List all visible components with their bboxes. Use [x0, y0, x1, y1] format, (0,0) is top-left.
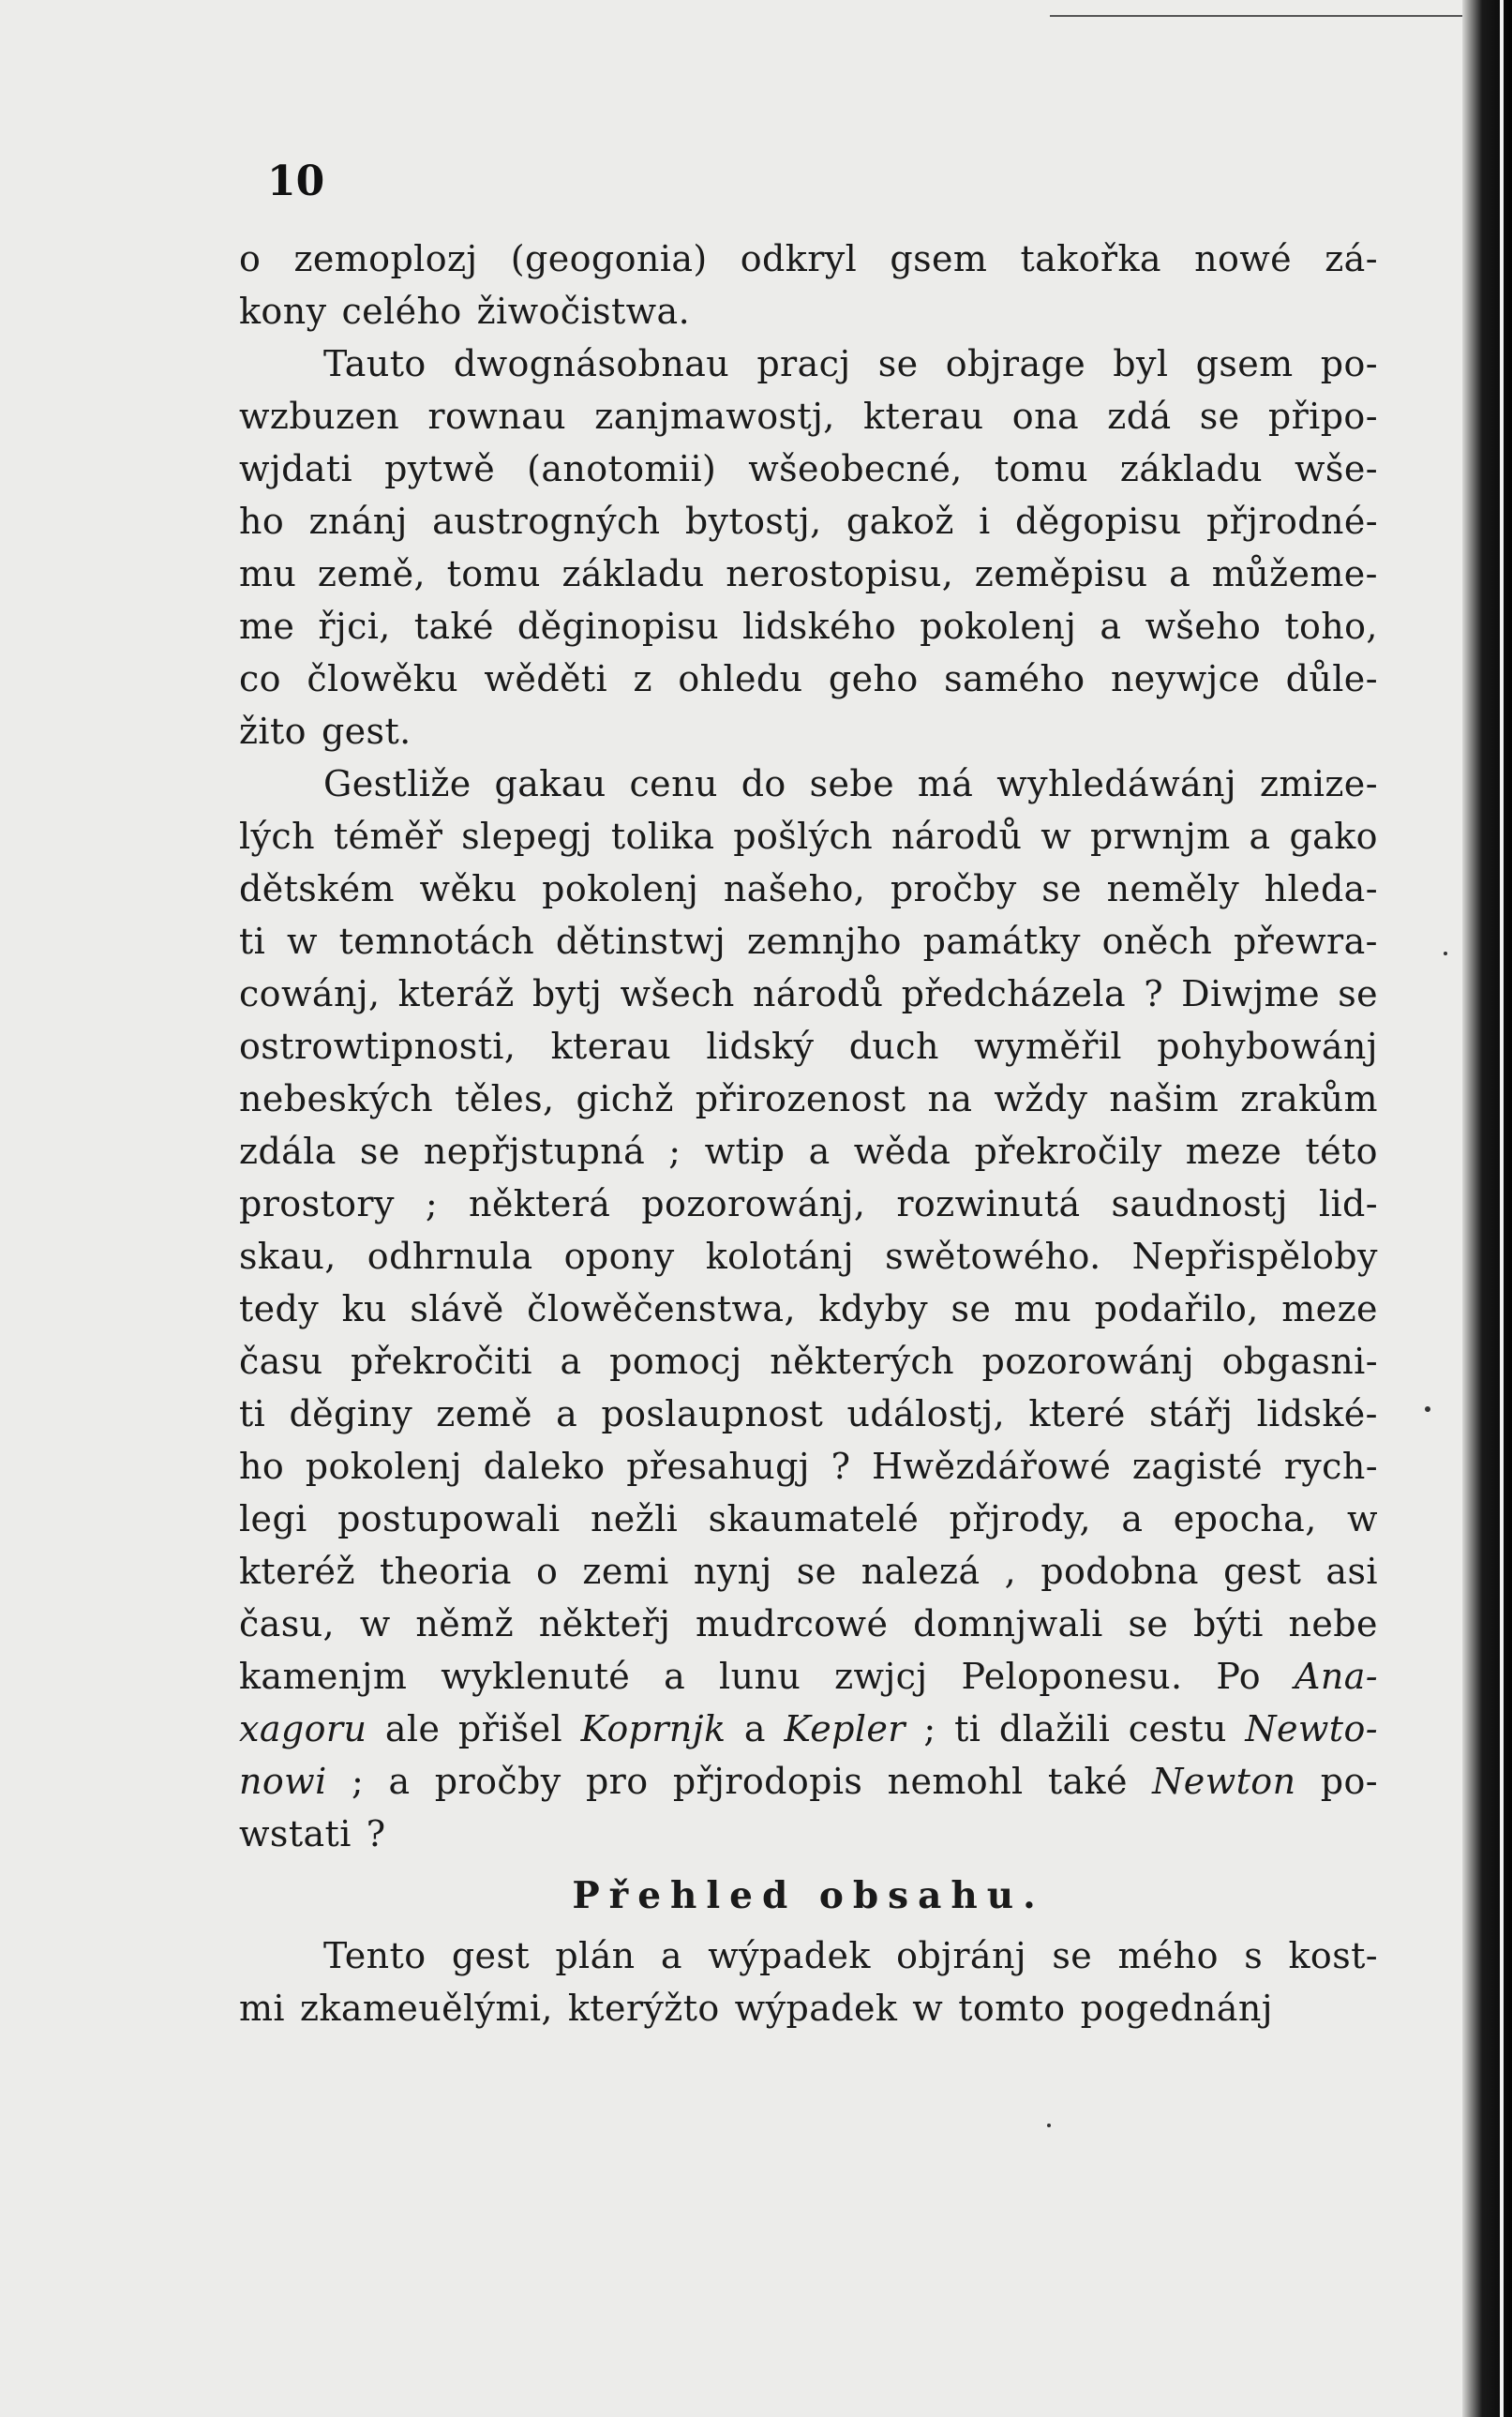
- paragraph-3-line: wstati ?: [239, 1813, 386, 1854]
- body-text: [239, 233, 1378, 2034]
- paragraph-2-line: mu země, tomu základu nerostopisu, zeměpisu a můžeme-: [239, 553, 1378, 594]
- paragraph-3-line: ti děginy země a poslaupnost událostj, které stářj lidské-: [239, 1393, 1378, 1434]
- ink-speck: [1444, 952, 1447, 955]
- paragraph-2-line: žito gest.: [239, 711, 412, 752]
- paragraph-2-line: co člowěku wěděti z ohledu geho samého neywjce důle-: [239, 658, 1378, 699]
- paragraph-3-line: dětském wěku pokolenj našeho, pročby se neměly hleda-: [239, 868, 1378, 909]
- paragraph-2-line: wjdati pytwě (anotomii) wšeobecné, tomu základu wše-: [239, 448, 1378, 489]
- top-rule: [1050, 15, 1462, 17]
- paragraph-3-line: legi postupowali nežli skaumatelé přjrody, a epocha, w: [239, 1498, 1378, 1539]
- scan-edge: [1462, 0, 1512, 2417]
- paragraph-3-line: ostrowtipnosti, kterau lidský duch wyměřil pohybowánj: [239, 1026, 1378, 1067]
- paragraph-3-line: nebeských těles, gichž přirozenost na wždy našim zrakům: [239, 1078, 1378, 1119]
- paragraph-3-line: času překročiti a pomocj některých pozorowánj obgasni-: [239, 1341, 1378, 1382]
- closing-paragraph-line: Tento gest plán a wýpadek objránj se mého s kost-: [323, 1935, 1378, 1976]
- paragraph-3-line: ti w temnotách dětinstwj zemnjho památky oněch přewra-: [239, 921, 1378, 962]
- paragraph-3-line: xagoru ale přišel Koprnjk a Kepler ; ti dlažili cestu Newto-: [239, 1708, 1378, 1749]
- scan-edge-line: [1500, 0, 1504, 2417]
- paragraph-3-line: skau, odhrnula opony kolotánj swětowého. Nepřispěloby: [239, 1236, 1378, 1277]
- paragraph-2-line: me řjci, také děginopisu lidského pokolenj a wšeho toho,: [239, 606, 1378, 647]
- paragraph-3-line: Gestliže gakau cenu do sebe má wyhledáwánj zmize-: [323, 763, 1378, 804]
- paragraph-3-line: lých téměř slepegj tolika pošlých národů w prwnjm a gako: [239, 816, 1378, 857]
- paragraph-2-line: Tauto dwognásobnau pracj se objrage byl gsem po-: [323, 343, 1378, 384]
- paragraph-3-line: času, w němž někteřj mudrcowé domnjwali se býti nebe: [239, 1603, 1378, 1644]
- section-heading: Přehled obsahu.: [572, 1874, 1045, 1917]
- paragraph-3-line: cowánj, kteráž bytj wšech národů předcházela ? Diwjme se: [239, 973, 1378, 1014]
- paragraph-2-line: ho znánj austrogných bytostj, gakož i děgopisu přjrodné-: [239, 501, 1378, 542]
- paragraph-3-line: kteréž theoria o zemi nynj se nalezá , podobna gest asi: [239, 1551, 1378, 1592]
- ink-speck: [1425, 1406, 1430, 1412]
- paragraph-3-line: tedy ku slávě člowěčenstwa, kdyby se mu podařilo, meze: [239, 1288, 1378, 1329]
- closing-paragraph-line: mi zkameuělými, kterýžto wýpadek w tomto pogednánj: [239, 1988, 1273, 2029]
- paragraph-3-line: ho pokolenj daleko přesahugj ? Hwězdářowé zagisté rych-: [239, 1446, 1378, 1487]
- paragraph-3-line: zdála se nepřjstupná ; wtip a wěda překročily meze této: [239, 1131, 1378, 1172]
- paragraph-2-line: wzbuzen rownau zanjmawostj, kterau ona zdá se připo-: [239, 396, 1378, 437]
- paragraph-3-line: prostory ; některá pozorowánj, rozwinutá saudnostj lid-: [239, 1183, 1378, 1224]
- paragraph-3-line: nowi ; a pročby pro přjrodopis nemohl také Newton po-: [239, 1761, 1378, 1802]
- paragraph-3-line: kamenjm wyklenuté a lunu zwjcj Peloponesu. Po Ana-: [239, 1656, 1378, 1697]
- page-number: 10: [267, 158, 325, 205]
- paragraph-1-line: o zemoplozj (geogonia) odkryl gsem takořka nowé zá-: [239, 238, 1378, 279]
- paragraph-1-line: kony celého žiwočistwa.: [239, 291, 691, 332]
- ink-speck: [1047, 2124, 1051, 2127]
